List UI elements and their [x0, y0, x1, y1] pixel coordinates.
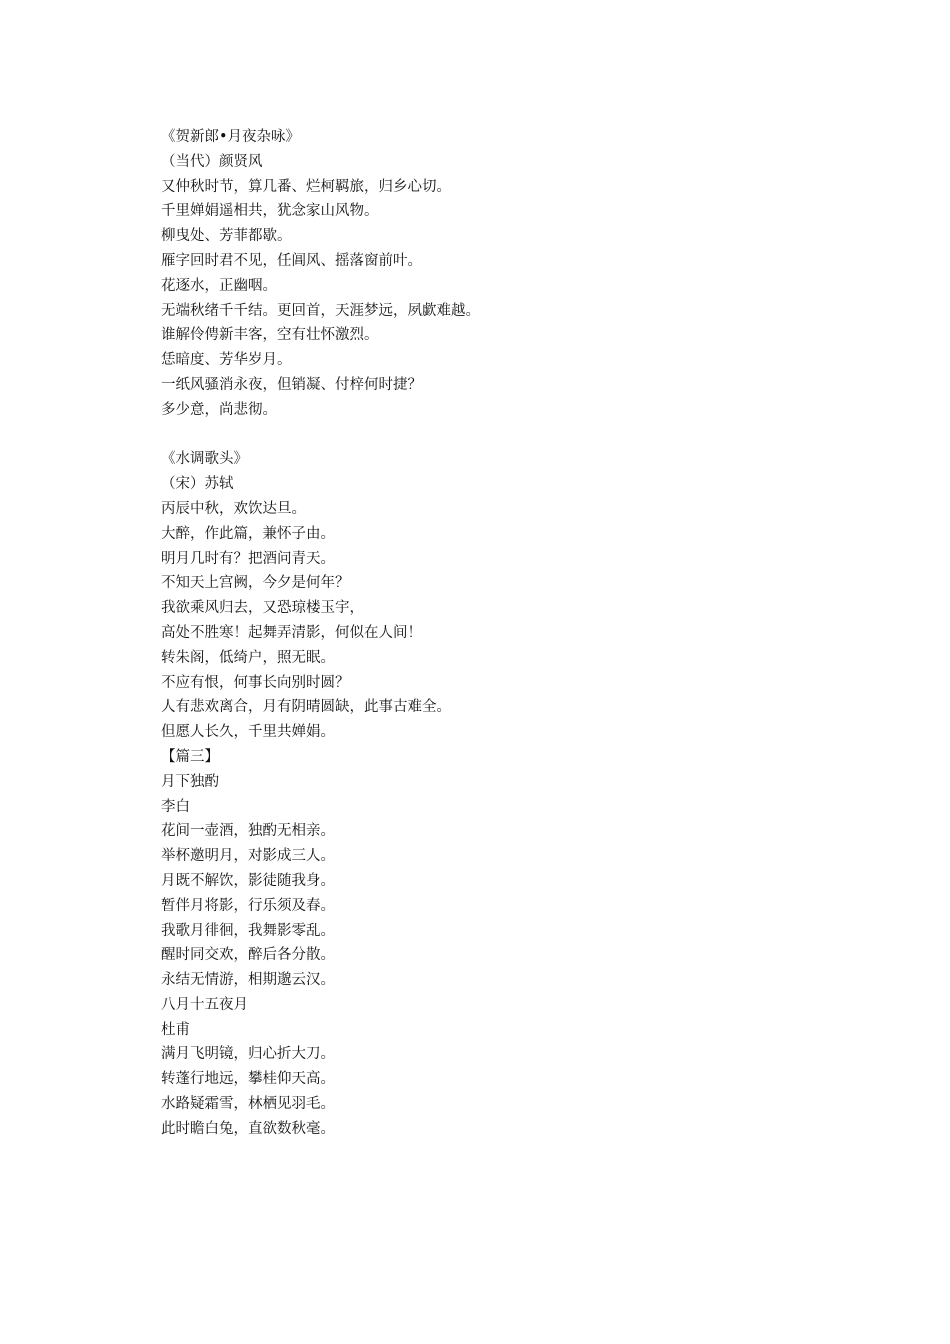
poem-line: 柳曳处、芳菲都歇。: [161, 228, 292, 245]
poem-line: 此时瞻白兔，直欲数秋毫。: [161, 1120, 335, 1137]
poem-title: 《水调歌头》: [161, 451, 248, 468]
poem-line: 花间一壶酒，独酌无相亲。: [161, 823, 335, 840]
poem-author: （当代）颜贤风: [161, 153, 263, 170]
poem-line: 人有悲欢离合，月有阴晴圆缺，此事古难全。: [161, 699, 451, 716]
poem-line: 转蓬行地远，攀桂仰天高。: [161, 1071, 335, 1088]
poem-title: 《贺新郎•月夜杂咏》: [161, 129, 301, 145]
poem-line: 不知天上宫阙，今夕是何年？: [161, 575, 350, 592]
poem-line: 丙辰中秋，欢饮达旦。: [161, 500, 306, 517]
poem-line: 多少意，尚悲彻。: [161, 401, 277, 418]
poem-line: 转朱阁，低绮户，照无眠。: [161, 649, 335, 666]
poem-line: 千里婵娟遥相共，犹念家山风物。: [161, 203, 379, 220]
poem-line: 我歌月徘徊，我舞影零乱。: [161, 922, 335, 939]
poem-line: 但愿人长久，千里共婵娟。: [161, 724, 335, 741]
poem-title: 八月十五夜月: [161, 996, 248, 1013]
poem-author: 李白: [161, 798, 190, 815]
poem-line: 不应有恨，何事长向别时圆？: [161, 674, 350, 691]
section-heading: 【篇三】: [161, 748, 219, 765]
poem-line: 大醉，作此篇，兼怀子由。: [161, 525, 335, 542]
poem-title: 月下独酌: [161, 773, 219, 790]
poem-line: 水路疑霜雪，林栖见羽毛。: [161, 1096, 335, 1113]
poem-line: 高处不胜寒！起舞弄清影，何似在人间！: [161, 624, 422, 641]
poem-line: 我欲乘风归去，又恐琼楼玉宇，: [161, 600, 364, 617]
poem-line: 花逐水，正幽咽。: [161, 277, 277, 294]
document-body: [161, 125, 881, 1142]
poem-line: 谁解伶俜新丰客，空有壮怀激烈。: [161, 327, 379, 344]
poem-author: （宋）苏轼: [161, 476, 234, 493]
poem-line: 满月飞明镜，归心折大刀。: [161, 1046, 335, 1063]
poem-line: 月既不解饮，影徒随我身。: [161, 872, 335, 889]
poem-line: 暂伴月将影，行乐须及春。: [161, 897, 335, 914]
poem-line: 永结无情游，相期邈云汉。: [161, 972, 335, 989]
poem-line: 明月几时有？把酒问青天。: [161, 550, 335, 567]
poem-line: 一纸风骚消永夜，但销凝、付梓何时捷？: [161, 376, 422, 393]
poem-line: 无端秋绪千千结。更回首，天涯梦远，夙歔难越。: [161, 302, 480, 319]
poem-line: 又仲秋时节，算几番、烂柯羁旅，归乡心切。: [161, 178, 451, 195]
poem-line: 举杯邀明月，对影成三人。: [161, 848, 335, 865]
poem-line: 雁字回时君不见，任阊风、摇落窗前叶。: [161, 252, 422, 269]
poem-line: 醒时同交欢，醉后各分散。: [161, 947, 335, 964]
blank-line: [161, 423, 881, 448]
poem-author: 杜甫: [161, 1021, 190, 1038]
poem-line: 恁暗度、芳华岁月。: [161, 352, 292, 369]
